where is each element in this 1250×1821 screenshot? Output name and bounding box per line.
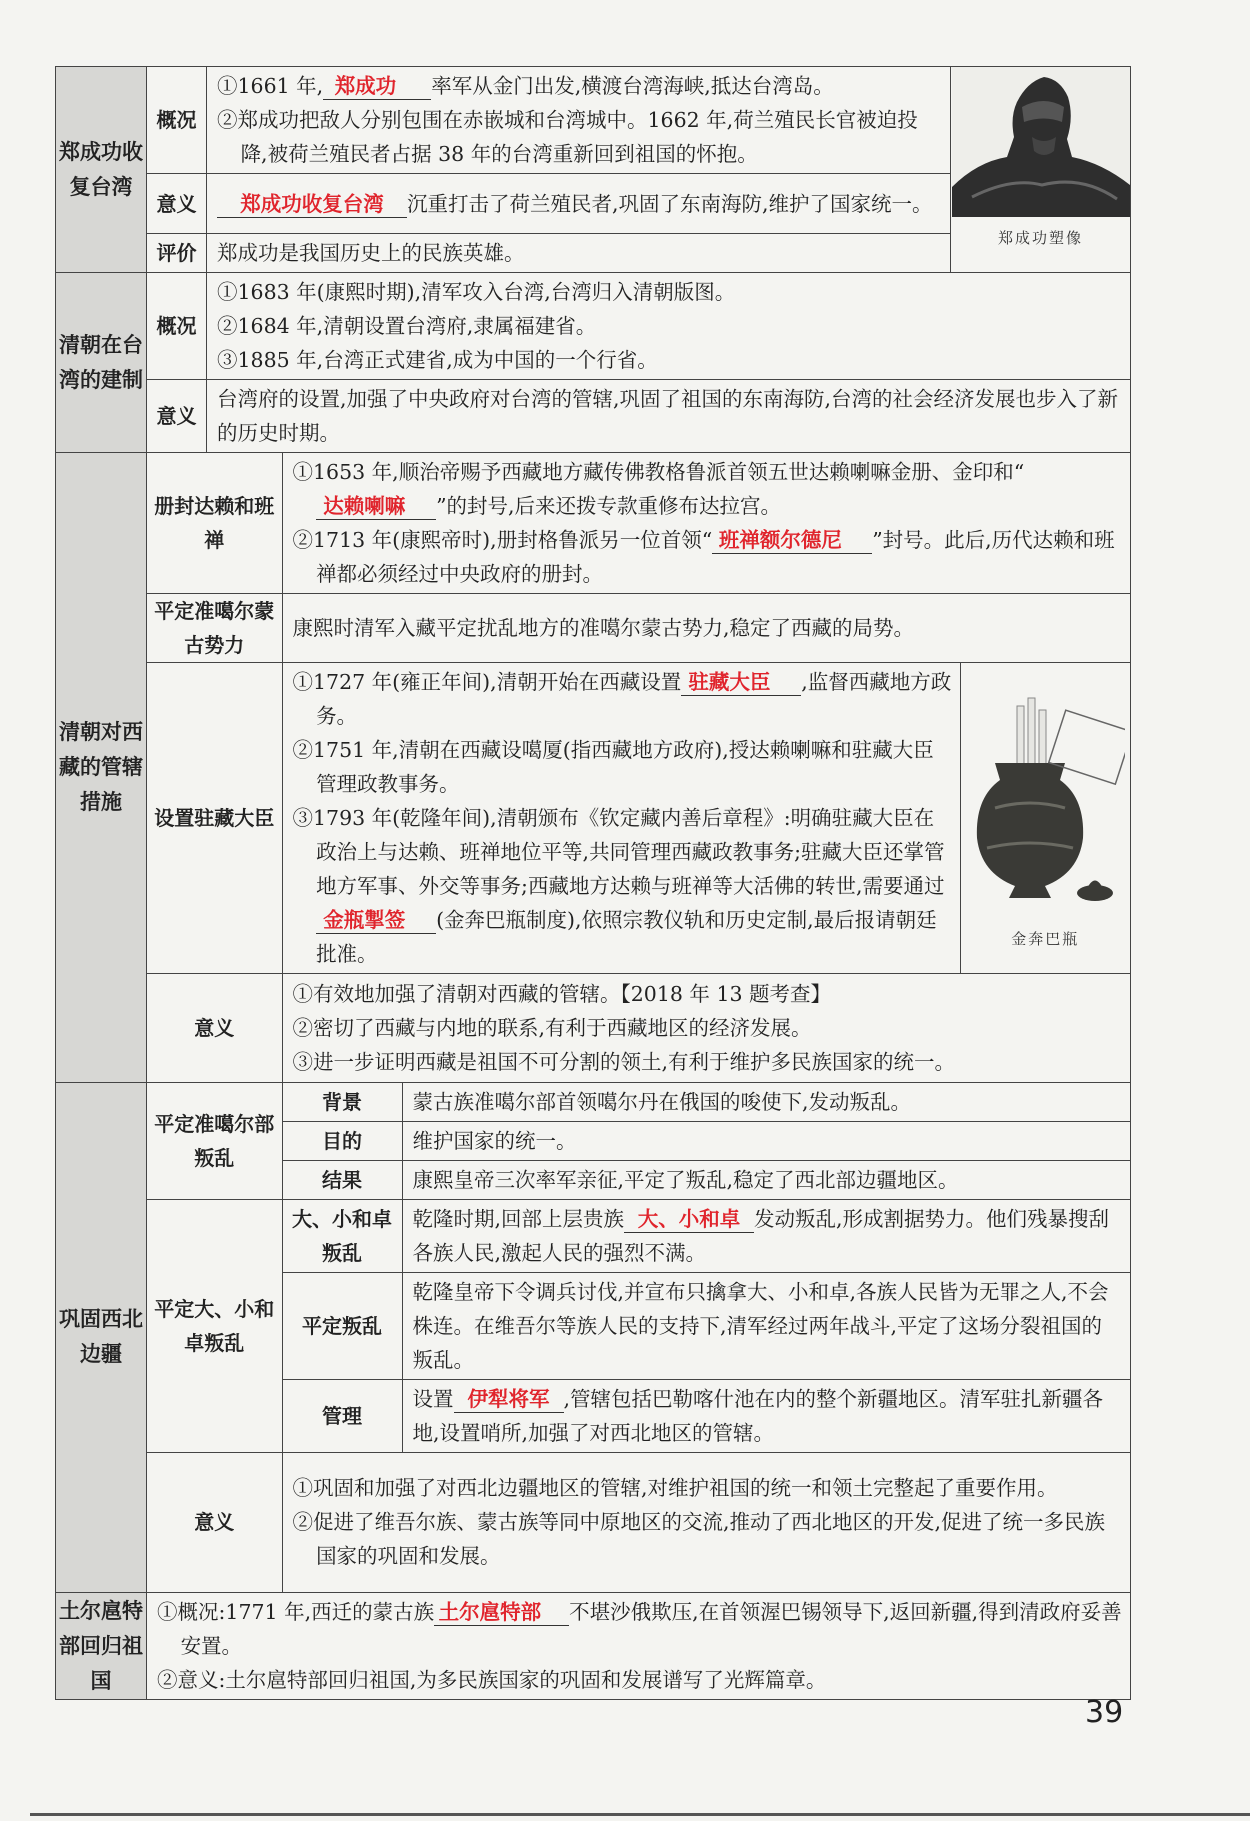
section-taiwan-administration: 清朝在台湾的建制	[56, 273, 147, 453]
zcg-overview: ①1661 年, 郑成功 率军从金门出发,横渡台湾海峡,抵达台湾岛。 ②郑成功把敌人分别包围在赤嵌城和台湾城中。1662 年,荷兰殖民长官被迫投降,被荷兰殖民者占据 38 年的台湾重新回到祖国的怀抱。	[207, 67, 951, 174]
tibet-zhuzang: ①1727 年(雍正年间),清朝开始在西藏设置 驻藏大臣 ,监督西藏地方政务。 ②1751 年,清朝在西藏设噶厦(指西藏地方政府),授达赖喇嘛和驻藏大臣管理政教事务。 ③1793 年(乾隆年间),清朝颁布《钦定藏内善后章程》:明确驻藏大臣在政治上与达赖、班禅地位平等,共同管理西藏政教事务;驻藏大臣还掌管地方军事、外交等事务;西藏地方达赖与班禅等大活佛的转世,需要通过金瓶掣签 (金奔巴瓶制度),依照宗教仪轨和历史定制,最后报请朝廷批准。	[282, 663, 960, 974]
answer-blank: 驻藏大臣	[681, 669, 801, 696]
page-bottom-rule	[30, 1813, 1250, 1816]
label-gaikuang: 概况	[147, 273, 207, 380]
section-northwest-frontier: 巩固西北边疆	[56, 1082, 147, 1593]
section-tibet-measures: 清朝对西藏的管辖措施	[56, 453, 147, 1083]
answer-blank: 金瓶掣签	[316, 907, 436, 934]
statue-caption: 郑成功塑像	[997, 229, 1083, 247]
zheng-chenggong-statue-image	[952, 67, 1130, 217]
label-jieguo: 结果	[282, 1160, 402, 1199]
zg-background: 蒙古族准噶尔部首领噶尔丹在俄国的唆使下,发动叛乱。	[402, 1083, 1130, 1122]
zg-purpose: 维护国家的统一。	[402, 1121, 1130, 1160]
section-zhengchenggong: 郑成功收复台湾	[56, 67, 147, 273]
zcg-significance: 郑成功收复台湾 沉重打击了荷兰殖民者,巩固了东南海防,维护了国家统一。	[207, 174, 951, 234]
northwest-inner-table	[147, 1083, 1130, 1593]
vase-caption: 金奔巴瓶	[1011, 929, 1080, 948]
label-yiyi: 意义	[147, 974, 282, 1082]
label-hezhuo-rebellion: 平定大、小和卓叛乱	[147, 1199, 282, 1452]
label-yiyi: 意义	[147, 174, 207, 234]
statue-figure	[951, 67, 1131, 273]
label-zhuzang-dachen: 设置驻藏大臣	[147, 663, 282, 974]
tibet-block	[147, 453, 1131, 1083]
label-yiyi: 意义	[147, 1452, 282, 1592]
answer-blank: 班禅额尔德尼	[712, 527, 872, 554]
torghut-content: ①概况:1771 年,西迁的蒙古族 土尔扈特部 不堪沙俄欺压,在首领渥巴锡领导下,返回新疆,得到清政府妥善安置。 ②意义:土尔扈特部回归祖国,为多民族国家的巩固和发展谱写了光辉篇章。	[147, 1593, 1131, 1700]
northwest-block	[147, 1082, 1131, 1593]
label-pingjia: 评价	[147, 234, 207, 273]
label-guanli: 管理	[282, 1379, 402, 1452]
answer-blank: 土尔扈特部	[434, 1599, 569, 1626]
hz-administration: 设置 伊犁将军 ,管辖包括巴勒喀什池在内的整个新疆地区。清军驻扎新疆各地,设置哨所,加强了对西北地区的管辖。	[402, 1379, 1130, 1452]
label-yiyi: 意义	[147, 380, 207, 453]
label-beijing: 背景	[282, 1083, 402, 1122]
label-zhungeer-rebellion: 平定准噶尔部叛乱	[147, 1083, 282, 1200]
answer-blank: 伊犁将军	[454, 1386, 564, 1413]
history-summary-table	[55, 66, 1131, 1700]
tibet-pingding: 康熙时清军入藏平定扰乱地方的准噶尔蒙古势力,稳定了西藏的局势。	[282, 594, 1130, 663]
northwest-significance: ①巩固和加强了对西北边疆地区的管辖,对维护祖国的统一和领土完整起了重要作用。 ②促进了维吾尔族、蒙古族等同中原地区的交流,推动了西北地区的开发,促进了统一多民族国家的巩固和发展。	[282, 1452, 1130, 1592]
label-dxhz: 大、小和卓叛乱	[282, 1199, 402, 1272]
tibet-inner-table	[147, 453, 1130, 1082]
vase-figure	[960, 663, 1130, 974]
answer-blank: 郑成功收复台湾	[217, 191, 407, 218]
section-torghut-return: 土尔扈特部回归祖国	[56, 1593, 147, 1700]
zg-result: 康熙皇帝三次率军亲征,平定了叛乱,稳定了西北部边疆地区。	[402, 1160, 1130, 1199]
label-cefeng: 册封达赖和班禅	[147, 453, 282, 594]
golden-urn-image	[965, 688, 1125, 918]
tibet-cefeng: ①1653 年,顺治帝赐予西藏地方藏传佛教格鲁派首领五世达赖喇嘛金册、金印和“达赖喇嘛 ”的封号,后来还拨专款重修布达拉宫。 ②1713 年(康熙帝时),册封格鲁派另一位首领“ 班禅额尔德尼 ”封号。此后,历代达赖和班禅都必须经过中央政府的册封。	[292, 460, 1115, 586]
page-number: 39	[1085, 1695, 1124, 1730]
tibet-significance: ①有效地加强了清朝对西藏的管辖。【2018 年 13 题考查】 ②密切了西藏与内地的联系,有利于西藏地区的经济发展。 ③进一步证明西藏是祖国不可分割的领土,有利于维护多民族国家的统一。	[282, 974, 1130, 1082]
label-pingding-zhungeer: 平定准噶尔蒙古势力	[147, 594, 282, 663]
answer-blank: 郑成功	[323, 73, 431, 100]
answer-blank: 达赖喇嘛	[316, 493, 436, 520]
label-pingding-panluan: 平定叛乱	[282, 1272, 402, 1379]
label-gaikuang: 概况	[147, 67, 207, 174]
label-mudi: 目的	[282, 1121, 402, 1160]
answer-blank: 大、小和卓	[624, 1206, 754, 1233]
hz-suppression: 乾隆皇帝下令调兵讨伐,并宣布只擒拿大、小和卓,各族人民皆为无罪之人,不会株连。在维吾尔等族人民的支持下,清军经过两年战斗,平定了这场分裂祖国的叛乱。	[402, 1272, 1130, 1379]
hz-rebellion: 乾隆时期,回部上层贵族 大、小和卓 发动叛乱,形成割据势力。他们残暴搜刮各族人民,激起人民的强烈不满。	[402, 1199, 1130, 1272]
zcg-evaluation: 郑成功是我国历史上的民族英雄。	[207, 234, 951, 273]
qtw-overview: ①1683 年(康熙时期),清军攻入台湾,台湾归入清朝版图。 ②1684 年,清朝设置台湾府,隶属福建省。 ③1885 年,台湾正式建省,成为中国的一个行省。	[207, 273, 1131, 380]
qtw-significance: 台湾府的设置,加强了中央政府对台湾的管辖,巩固了祖国的东南海防,台湾的社会经济发展也步入了新的历史时期。	[207, 380, 1131, 453]
